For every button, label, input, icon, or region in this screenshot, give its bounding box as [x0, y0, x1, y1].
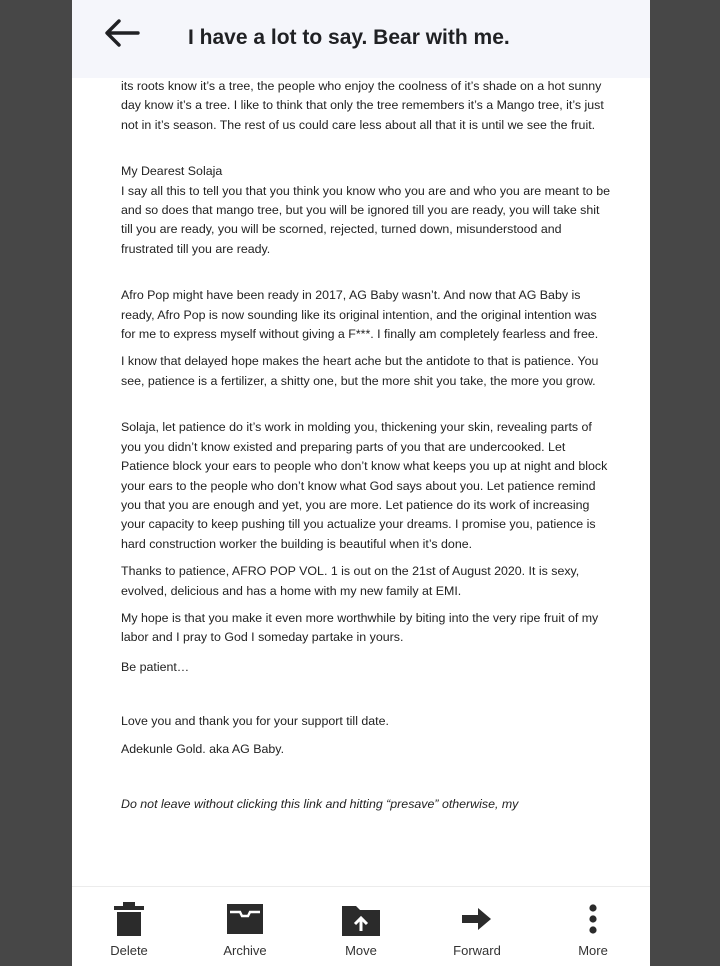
archive-label: Archive [223, 943, 267, 958]
more-vertical-icon [588, 904, 598, 934]
message-title: I have a lot to say. Bear with me. [188, 26, 510, 49]
forward-button[interactable] [432, 887, 522, 966]
right-dim-margin [650, 0, 720, 966]
body-paragraph: Love you and thank you for your support till date. [121, 714, 389, 729]
bottom-action-bar [72, 886, 650, 966]
message-view [72, 0, 650, 966]
forward-arrow-icon [462, 907, 492, 931]
delete-button[interactable] [84, 887, 174, 966]
more-button[interactable] [548, 887, 638, 966]
body-link-note[interactable]: Do not leave without clicking this link and hitting “presave” otherwise, my [121, 796, 519, 811]
archive-icon [227, 902, 263, 936]
body-signature: Adekunle Gold. aka AG Baby. [121, 741, 285, 756]
archive-button[interactable] [200, 887, 290, 966]
trash-icon [113, 901, 145, 937]
back-button[interactable] [100, 14, 144, 52]
body-paragraph: My hope is that you make it even more worthwhile by biting into the very ripe fruit of my labor and I pray to God I someday partake in yours. [121, 610, 599, 645]
left-dim-margin [0, 0, 72, 966]
body-paragraph: I say all this to tell you that you think you know who you are and who you are meant to be and so does that mango tree, but you will be ignored till you are ready, you will take shit till you are ready, you will be scorned, rejected, turned down, misunderstood and frustrated till you are ready. [121, 183, 611, 256]
body-paragraph: I know that delayed hope makes the heart ache but the antidote to that is patience. You see, patience is a fertilizer, a shitty one, but the more shit you take, the more you grow. [121, 354, 599, 388]
body-paragraph: its roots know it’s a tree, the people who enjoy the coolness of it’s shade on a hot sunny day know it’s a tree. I like to think that only the tree remembers it’s a Mango tree, it’s just not in it’s season. The rest of us could care less about all that it is until we see the fruit. [121, 79, 604, 132]
move-button[interactable] [316, 887, 406, 966]
move-label: Move [345, 943, 377, 958]
body-paragraph: Be patient… [121, 659, 190, 674]
more-label: More [578, 943, 608, 958]
message-body [121, 78, 611, 886]
body-paragraph: Thanks to patience, AFRO POP VOL. 1 is out on the 21st of August 2020. It is sexy, evolved, delicious and has a home with my new family at EMI. [121, 564, 580, 598]
body-paragraph: Solaja, let patience do it’s work in molding you, thickening your skin, revealing parts of you you didn’t know existed and preparing parts of you that are undercooked. Let Patience block your ears to people who don’t know what keeps you up at night and block your ears to the people who don’t know what God says about you. Let patience remind you that you are enough and yet, you are more. Let patience do its work of increasing your capacity to keep pushing till you actualize your dreams. I promise you, patience is hard construction worker the building is beautiful when it’s done. [121, 420, 608, 551]
body-paragraph: Afro Pop might have been ready in 2017, AG Baby wasn’t. And now that AG Baby is ready, Afro Pop is now sounding like its original intention, and the original intention was for me to express myself without giving a F***. I finally am completely fearless and free. [121, 288, 599, 342]
top-bar [72, 0, 650, 78]
move-to-folder-icon [342, 902, 380, 936]
delete-label: Delete [110, 943, 148, 958]
forward-label: Forward [453, 943, 501, 958]
body-salutation: My Dearest Solaja [121, 164, 223, 179]
back-arrow-icon [103, 18, 141, 48]
